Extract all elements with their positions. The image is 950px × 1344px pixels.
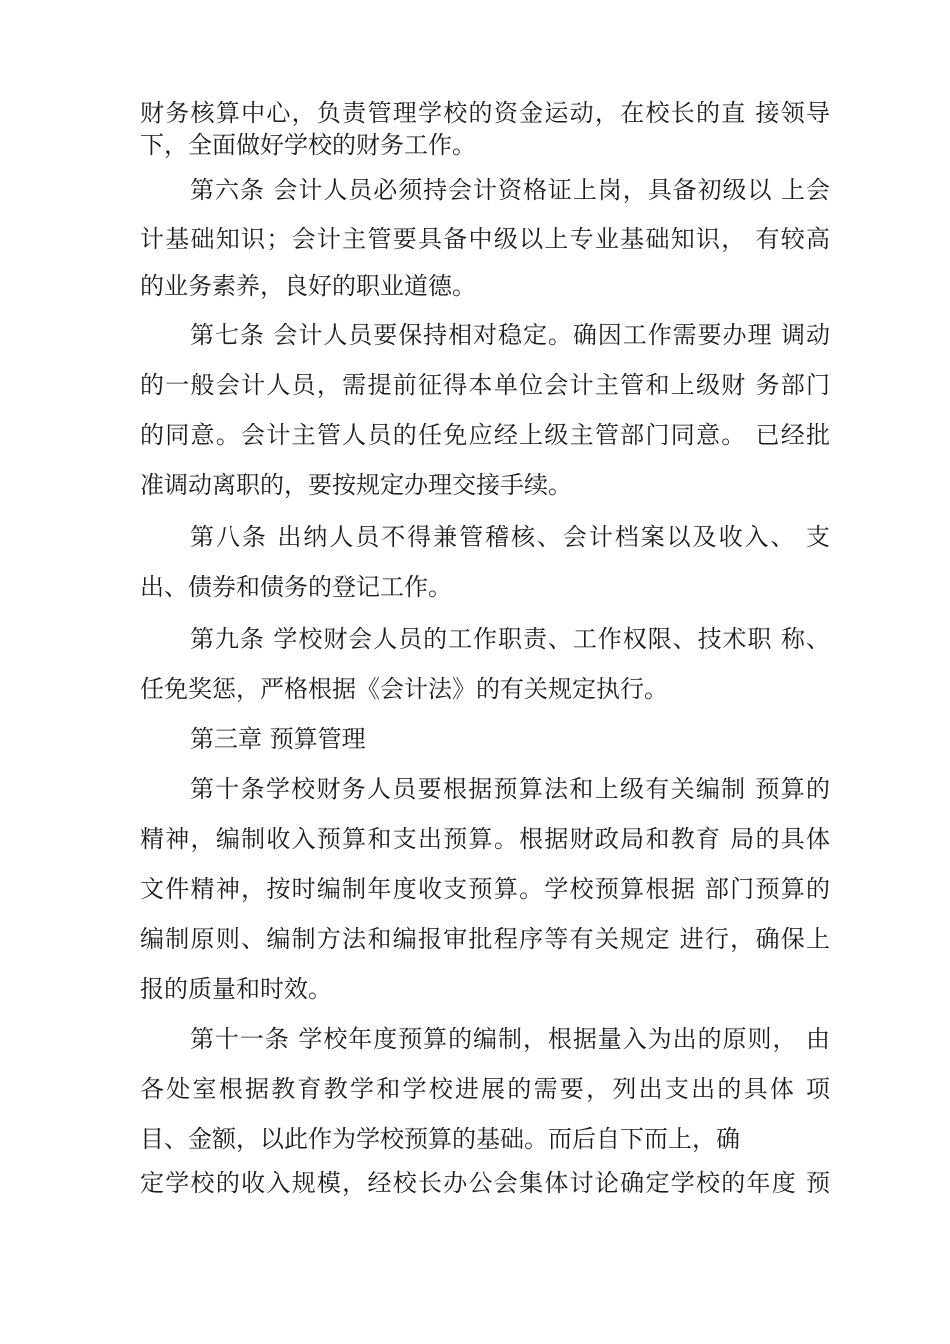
text-line: 报的质量和时效。 (140, 975, 332, 1003)
chapter-heading: 第三章 预算管理 (190, 725, 366, 753)
text-line: 的同意。会计主管人员的任免应经上级主管部门同意。 已经批 (140, 421, 830, 449)
text-line: 的业务素养，良好的职业道德。 (140, 272, 476, 300)
text-line: 财务核算中心，负责管理学校的资金运动，在校长的直 接领导 (140, 99, 830, 127)
paragraph-start-line: 第八条 出纳人员不得兼管稽核、会计档案以及收入、 支 (190, 523, 830, 551)
text-line: 定学校的收入规模，经校长办公会集体讨论确定学校的年度 预 (140, 1169, 830, 1197)
text-line: 的一般会计人员，需提前征得本单位会计主管和上级财 务部门 (140, 371, 830, 399)
text-line: 各处室根据教育教学和学校进展的需要，列出支出的具体 项 (140, 1075, 830, 1103)
text-line: 出、债券和债务的登记工作。 (140, 573, 452, 601)
text-line: 计基础知识；会计主管要具备中级以上专业基础知识， 有较高 (140, 225, 830, 253)
text-line: 精神，编制收入预算和支出预算。根据财政局和教育 局的具体 (140, 825, 830, 853)
paragraph-start-line: 第十条学校财务人员要根据预算法和上级有关编制 预算的 (190, 775, 830, 803)
text-line: 编制原则、编制方法和编报审批程序等有关规定 进行，确保上 (140, 925, 830, 953)
text-line: 文件精神，按时编制年度收支预算。学校预算根据 部门预算的 (140, 875, 830, 903)
text-line: 下，全面做好学校的财务工作。 (140, 131, 476, 159)
text-line: 任免奖惩，严格根据《会计法》的有关规定执行。 (140, 675, 668, 703)
paragraph-start-line: 第七条 会计人员要保持相对稳定。确因工作需要办理 调动 (190, 321, 830, 349)
text-line: 目、金额，以此作为学校预算的基础。而后自下而上，确 (140, 1125, 740, 1153)
paragraph-start-line: 第六条 会计人员必须持会计资格证上岗，具备初级以 上会 (190, 176, 830, 204)
paragraph-start-line: 第九条 学校财会人员的工作职责、工作权限、技术职 称、 (190, 625, 830, 653)
paragraph-start-line: 第十一条 学校年度预算的编制，根据量入为出的原则， 由 (190, 1025, 830, 1053)
text-line: 准调动离职的，要按规定办理交接手续。 (140, 471, 572, 499)
